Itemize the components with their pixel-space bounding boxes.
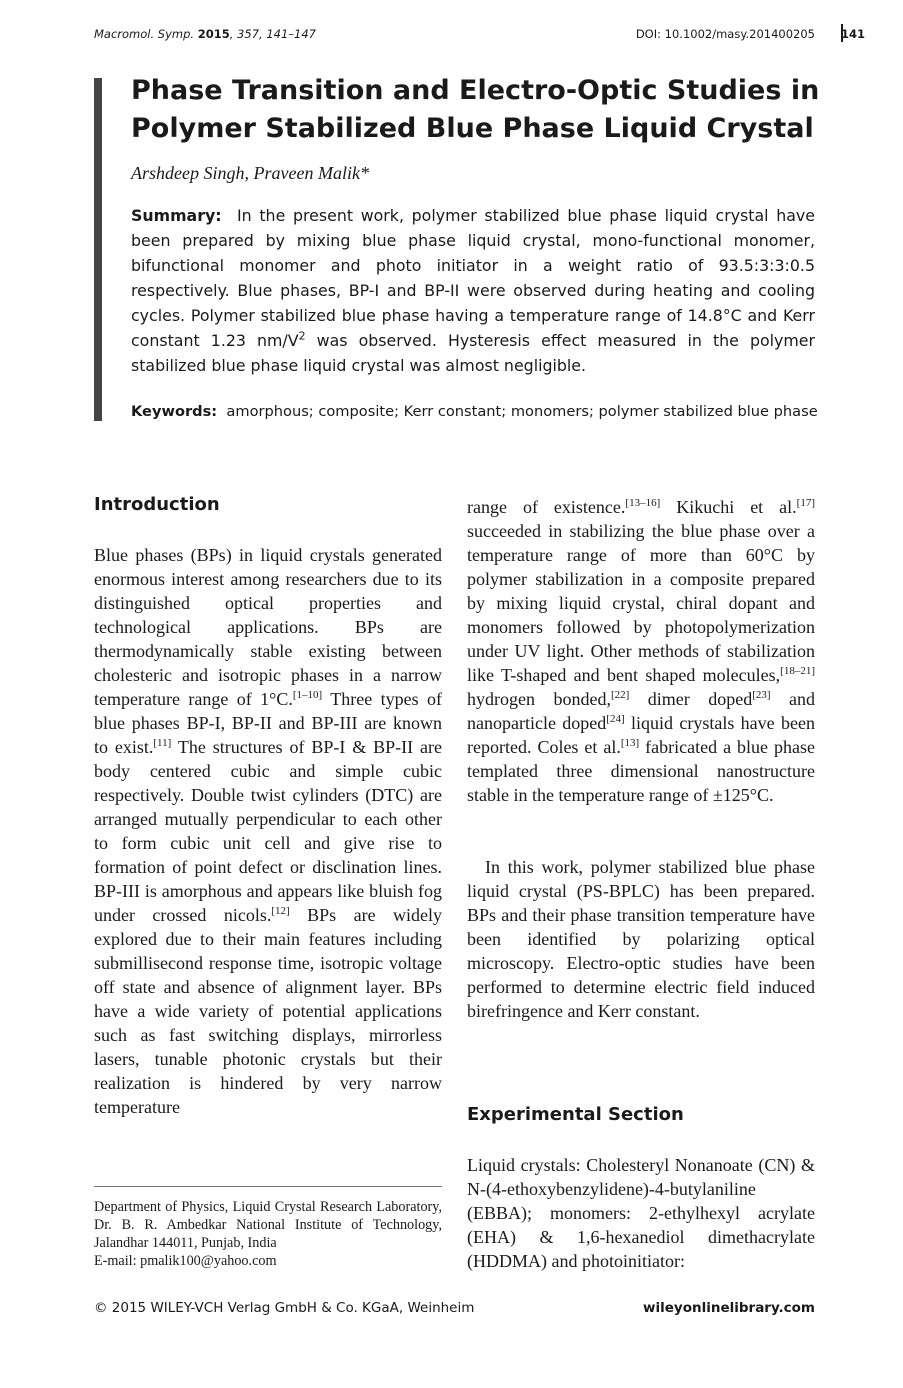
journal-year: 2015 — [197, 27, 230, 41]
citation-ref[interactable]: [12] — [271, 905, 290, 917]
running-header — [94, 24, 865, 44]
citation-ref[interactable]: [24] — [606, 713, 625, 725]
copyright-notice: © 2015 WILEY-VCH Verlag GmbH & Co. KGaA, Weinheim — [94, 1300, 475, 1316]
citation-ref[interactable]: [17] — [796, 497, 815, 509]
author-affiliation: Department of Physics, Liquid Crystal Research Laboratory, Dr. B. R. Ambedkar National Institute of Technology, Jalandhar 144011, Punjab, India E-mail: pmalik100@yahoo.com — [94, 1199, 442, 1269]
summary-paragraph: Summary: In the present work, polymer stabilized blue phase liquid crystal have been prepared by mixing blue phase liquid crystal, mono-functional monomer, bifunctional monomer and photo initiator in a weight ratio of 93.5:3:3:0.5 respectively. Blue phases, BP-I and BP-II were observed during heating and cooling cycles. Polymer stabilized blue phase having a temperature range of 14.8°C and Kerr constant 1.23 $nm/V^2$ was observed. Hysteresis effect measured in the polymer stabilized blue phase liquid crystal was almost negligible. — [131, 206, 815, 375]
keywords-line: Keywords: amorphous; composite; Kerr constant; monomers; polymer stabilized blue phase — [131, 403, 818, 420]
citation-ref[interactable]: [22] — [610, 689, 630, 701]
experimental-section-heading: Experimental Section — [467, 1104, 684, 1125]
article-title: Phase Transition and Electro-Optic Studies in Polymer Stabilized Blue Phase Liquid Crystal — [131, 75, 820, 144]
citation-ref[interactable]: [1–10] — [292, 689, 323, 701]
citation-ref[interactable]: [13] — [620, 737, 640, 749]
introduction-heading: Introduction — [94, 494, 220, 515]
citation-ref[interactable]: [11] — [153, 737, 172, 749]
citation-ref[interactable]: [13–16] — [625, 497, 661, 509]
contact-email[interactable]: E-mail: pmalik100@yahoo.com — [94, 1253, 277, 1269]
introduction-continued-paragraph: range of existence.[13–16] Kikuchi et al.[17] succeeded in stabilizing the blue phase over a temperature range of more than 60°C by polymer stabilization in a composite prepared by mixing liquid crystal, chiral dopant and monomers followed by photopolymerization under UV light. Other methods of stabilization like T-shaped and bent shaped molecules,[18–21] hydrogen bonded,[22] dimer doped[23] and nanoparticle doped[24] liquid crystals have been reported. Coles et al.[13] fabricated a blue phase templated three dimensional nanostructure stable in the temperature range of ±125°C. — [467, 497, 815, 805]
abstract-side-bar — [94, 78, 102, 421]
page-number: 141 — [840, 27, 865, 41]
keywords-label: Keywords: — [131, 403, 218, 420]
summary-label: Summary: — [131, 206, 222, 225]
citation-ref[interactable]: [18–21] — [780, 665, 815, 677]
author-list[interactable]: Arshdeep Singh, Praveen Malik* — [131, 163, 369, 183]
journal-citation: Macromol. Symp. 2015, 357, 141–147 — [94, 27, 316, 41]
publisher-website-link[interactable]: wileyonlinelibrary.com — [643, 1300, 815, 1316]
introduction-paragraph: Blue phases (BPs) in liquid crystals generated enormous interest among researchers due to its distinguished optical properties and technological applications. BPs are thermodynamically stable existing between cholesteric and isotropic phases in a narrow temperature range of 1°C.[1–10] Three types of blue phases BP-I, BP-II and BP-III are known to exist.[11] The structures of BP-I & BP-II are body centered cubic and simple cubic respectively. Double twist cylinders (DTC) are arranged mutually perpendicular to each other to form cubic unit cell and give rise to formation of point defect or disclination lines. BP-III is amorphous and appears like bluish fog under crossed nicols.[12] BPs are widely explored due to their main features including submillisecond response time, isotropic voltage off state and absence of alignment layer. BPs have a wide variety of potential applications such as fast switching displays, mirrorless lasers, tunable photonic crystals but their realization is hindered by very narrow temperature — [94, 545, 443, 1117]
doi-link[interactable]: DOI: 10.1002/masy.201400205 — [635, 27, 815, 41]
footnote-divider — [94, 1186, 442, 1187]
citation-ref[interactable]: [23] — [752, 689, 771, 701]
page-footer — [94, 1300, 815, 1320]
introduction-second-paragraph: In this work, polymer stabilized blue phase liquid crystal (PS-BPLC) has been prepared. BPs and their phase transition temperature have been identified by polarizing optical microscopy. Electro-optic studies have been performed to determine electric field induced birefringence and Kerr constant. — [467, 857, 815, 1021]
experimental-paragraph: Liquid crystals: Cholesteryl Nonanoate (CN) & N-(4-ethoxybenzylidene)-4-butylaniline (EBBA); monomers: 2-ethylhexyl acrylate (EHA) & 1,6-hexanediol dimethacrylate (HDDMA) and photoinitiator: — [467, 1155, 815, 1271]
